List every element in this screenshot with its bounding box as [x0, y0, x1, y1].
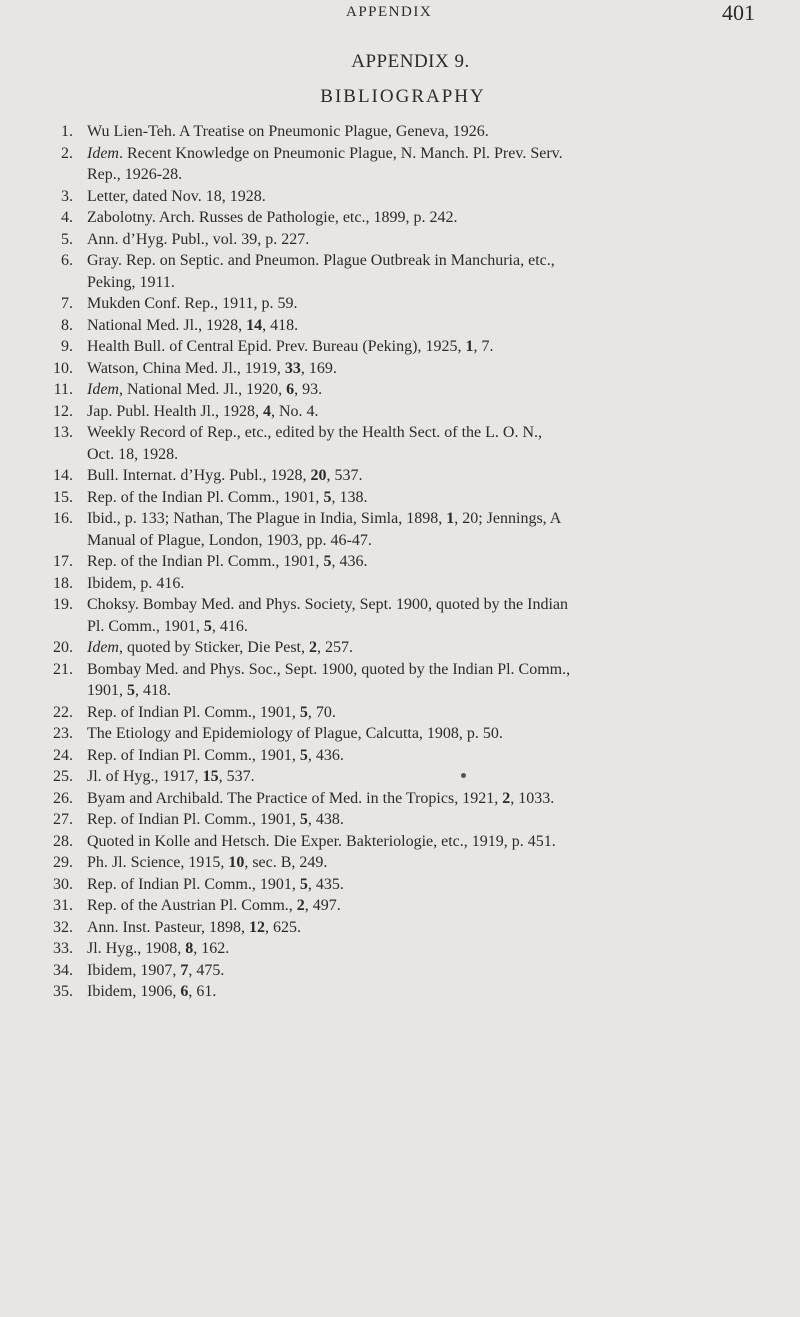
entry-number: 29 . — [45, 852, 73, 874]
entry-number: 23 . — [45, 723, 73, 745]
entry-text: Jl. of Hyg., 1917, 15, 537. — [87, 768, 255, 785]
bibliography-entry — [0, 186, 800, 208]
entry-text: Jap. Publ. Health Jl., 1928, 4, No. 4. — [87, 402, 319, 420]
entry-continuation: Peking, 1911. — [87, 273, 175, 291]
entry-number: 30 . — [45, 874, 73, 896]
entry-text: Idem, National Med. Jl., 1920, 6, 93. — [87, 381, 323, 398]
entry-number: 26 . — [45, 788, 73, 810]
entry-text: Rep. of Indian Pl. Comm., 1901, 5, 438. — [87, 811, 344, 828]
section-title: BIBLIOGRAPHY — [320, 86, 486, 107]
entry-number: 17 . — [45, 551, 73, 573]
entry-text: National Med. Jl., 1928, 14, 418. — [87, 316, 299, 334]
entry-text: Gray. Rep. on Septic. and Pneumon. Plague Outbreak in Manchuria, etc., — [87, 252, 555, 269]
entry-text: The Etiology and Epidemiology of Plague, Calcutta, 1908, p. 50. — [87, 725, 503, 742]
bibliography-entry — [0, 702, 800, 724]
entry-text: Rep. of Indian Pl. Comm., 1901, 5, 435. — [87, 875, 344, 893]
entry-text: Zabolotny. Arch. Russes de Pathologie, etc., 1899, p. 242. — [87, 209, 458, 226]
entry-text: Ibidem, 1907, 7, 475. — [87, 961, 225, 979]
entry-number: 6 . — [45, 250, 73, 272]
entry-number: 20 . — [45, 637, 73, 659]
entry-text: Weekly Record of Rep., etc., edited by the Health Sect. of the L. O. N., — [87, 424, 543, 441]
entry-continuation: 1901, 5, 418. — [87, 682, 171, 699]
bibliography-entry — [0, 121, 800, 143]
bibliography-entry — [0, 594, 800, 637]
entry-number: 4 . — [45, 207, 73, 229]
entry-text: Ibid., p. 133; Nathan, The Plague in India, Simla, 1898, 1, 20; Jennings, A — [87, 510, 562, 527]
entry-text: Ph. Jl. Science, 1915, 10, sec. B, 249. — [87, 854, 328, 871]
entry-text: Idem, quoted by Sticker, Die Pest, 2, 257. — [87, 639, 353, 656]
entry-text: Rep. of the Austrian Pl. Comm., 2, 497. — [87, 897, 341, 914]
entry-number: 13 . — [45, 422, 73, 444]
entry-text: Ann. d’Hyg. Publ., vol. 39, p. 227. — [87, 230, 310, 248]
punch-hole — [461, 773, 466, 778]
bibliography-entry — [0, 293, 800, 315]
entry-number: 33 . — [45, 938, 73, 960]
entry-text: Jl. Hyg., 1908, 8, 162. — [87, 940, 230, 957]
entry-number: 18 . — [45, 573, 73, 595]
bibliography-entry — [0, 895, 800, 917]
bibliography-entry — [0, 659, 800, 702]
entry-text: Ann. Inst. Pasteur, 1898, 12, 625. — [87, 918, 302, 936]
entry-text: Rep. of the Indian Pl. Comm., 1901, 5, 138. — [87, 488, 368, 506]
entry-number: 10 . — [45, 358, 73, 380]
bibliography-entry — [0, 401, 800, 423]
entry-number: 7 . — [45, 293, 73, 315]
entry-number: 19 . — [45, 594, 73, 616]
entry-text: Ibidem, 1906, 6, 61. — [87, 983, 217, 1000]
bibliography-entry — [0, 508, 800, 551]
entry-text: Ibidem, p. 416. — [87, 574, 185, 592]
entry-number: 34 . — [45, 960, 73, 982]
entry-number: 27 . — [45, 809, 73, 831]
bibliography-entry — [0, 465, 800, 487]
bibliography-entry — [0, 315, 800, 337]
bibliography-entry — [0, 336, 800, 358]
entry-number: 32 . — [45, 917, 73, 939]
entry-text: Watson, China Med. Jl., 1919, 33, 169. — [87, 359, 337, 377]
entry-text: Bombay Med. and Phys. Soc., Sept. 1900, quoted by the Indian Pl. Comm., — [87, 660, 571, 678]
bibliography-entry — [0, 422, 800, 465]
entry-number: 12 . — [45, 401, 73, 423]
bibliography-list — [0, 121, 800, 1003]
bibliography-entry — [0, 981, 800, 1003]
appendix-title: APPENDIX 9. — [351, 51, 470, 72]
entry-number: 28 . — [45, 831, 73, 853]
bibliography-entry — [0, 637, 800, 659]
bibliography-entry — [0, 874, 800, 896]
bibliography-entry — [0, 788, 800, 810]
entry-text: Letter, dated Nov. 18, 1928. — [87, 187, 266, 205]
entry-text: Byam and Archibald. The Practice of Med. in the Tropics, 1921, 2, 1033. — [87, 789, 555, 807]
entry-text: Rep. of Indian Pl. Comm., 1901, 5, 70. — [87, 703, 336, 721]
entry-text: Rep. of Indian Pl. Comm., 1901, 5, 436. — [87, 746, 344, 764]
bibliography-entry — [0, 831, 800, 853]
entry-number: 25 . — [45, 766, 73, 788]
entry-text: Bull. Internat. d’Hyg. Publ., 1928, 20, 537. — [87, 467, 363, 484]
entry-text: Idem. Recent Knowledge on Pneumonic Plague, N. Manch. Pl. Prev. Serv. — [87, 144, 563, 162]
bibliography-entry — [0, 852, 800, 874]
entry-number: 31 . — [45, 895, 73, 917]
entry-continuation: Rep., 1926-28. — [87, 166, 183, 183]
bibliography-entry — [0, 229, 800, 251]
bibliography-entry — [0, 960, 800, 982]
bibliography-entry — [0, 723, 800, 745]
bibliography-entry — [0, 573, 800, 595]
bibliography-entry — [0, 917, 800, 939]
bibliography-entry — [0, 358, 800, 380]
entry-number: 5 . — [45, 229, 73, 251]
bibliography-entry — [0, 487, 800, 509]
bibliography-entry — [0, 766, 800, 788]
running-head: APPENDIX — [346, 4, 433, 20]
entry-number: 3 . — [45, 186, 73, 208]
bibliography-entry — [0, 938, 800, 960]
entry-number: 1 . — [45, 121, 73, 143]
entry-number: 15 . — [45, 487, 73, 509]
entry-continuation: Pl. Comm., 1901, 5, 416. — [87, 617, 248, 635]
entry-number: 9 . — [45, 336, 73, 358]
bibliography-entry — [0, 745, 800, 767]
entry-text: Choksy. Bombay Med. and Phys. Society, Sept. 1900, quoted by the Indian — [87, 596, 568, 613]
entry-continuation: Oct. 18, 1928. — [87, 445, 179, 463]
entry-number: 14 . — [45, 465, 73, 487]
bibliography-entry — [0, 809, 800, 831]
entry-number: 24 . — [45, 745, 73, 767]
entry-number: 22 . — [45, 702, 73, 724]
entry-number: 2 . — [45, 143, 73, 165]
entry-number: 21 . — [45, 659, 73, 681]
entry-text: Mukden Conf. Rep., 1911, p. 59. — [87, 295, 298, 312]
page-number: 401 — [722, 0, 755, 25]
bibliography-entry — [0, 551, 800, 573]
bibliography-entry — [0, 143, 800, 186]
entry-number: 16 . — [45, 508, 73, 530]
entry-number: 35 . — [45, 981, 73, 1003]
entry-number: 8 . — [45, 315, 73, 337]
entry-text: Health Bull. of Central Epid. Prev. Bureau (Peking), 1925, 1, 7. — [87, 338, 494, 355]
entry-number: 11 . — [45, 379, 73, 401]
entry-text: Wu Lien-Teh. A Treatise on Pneumonic Plague, Geneva, 1926. — [87, 123, 489, 140]
entry-text: Quoted in Kolle and Hetsch. Die Exper. Bakteriologie, etc., 1919, p. 451. — [87, 832, 556, 850]
entry-continuation: Manual of Plague, London, 1903, pp. 46-47. — [87, 531, 372, 549]
entry-text: Rep. of the Indian Pl. Comm., 1901, 5, 436. — [87, 553, 368, 570]
bibliography-entry — [0, 379, 800, 401]
bibliography-entry — [0, 207, 800, 229]
bibliography-entry — [0, 250, 800, 293]
